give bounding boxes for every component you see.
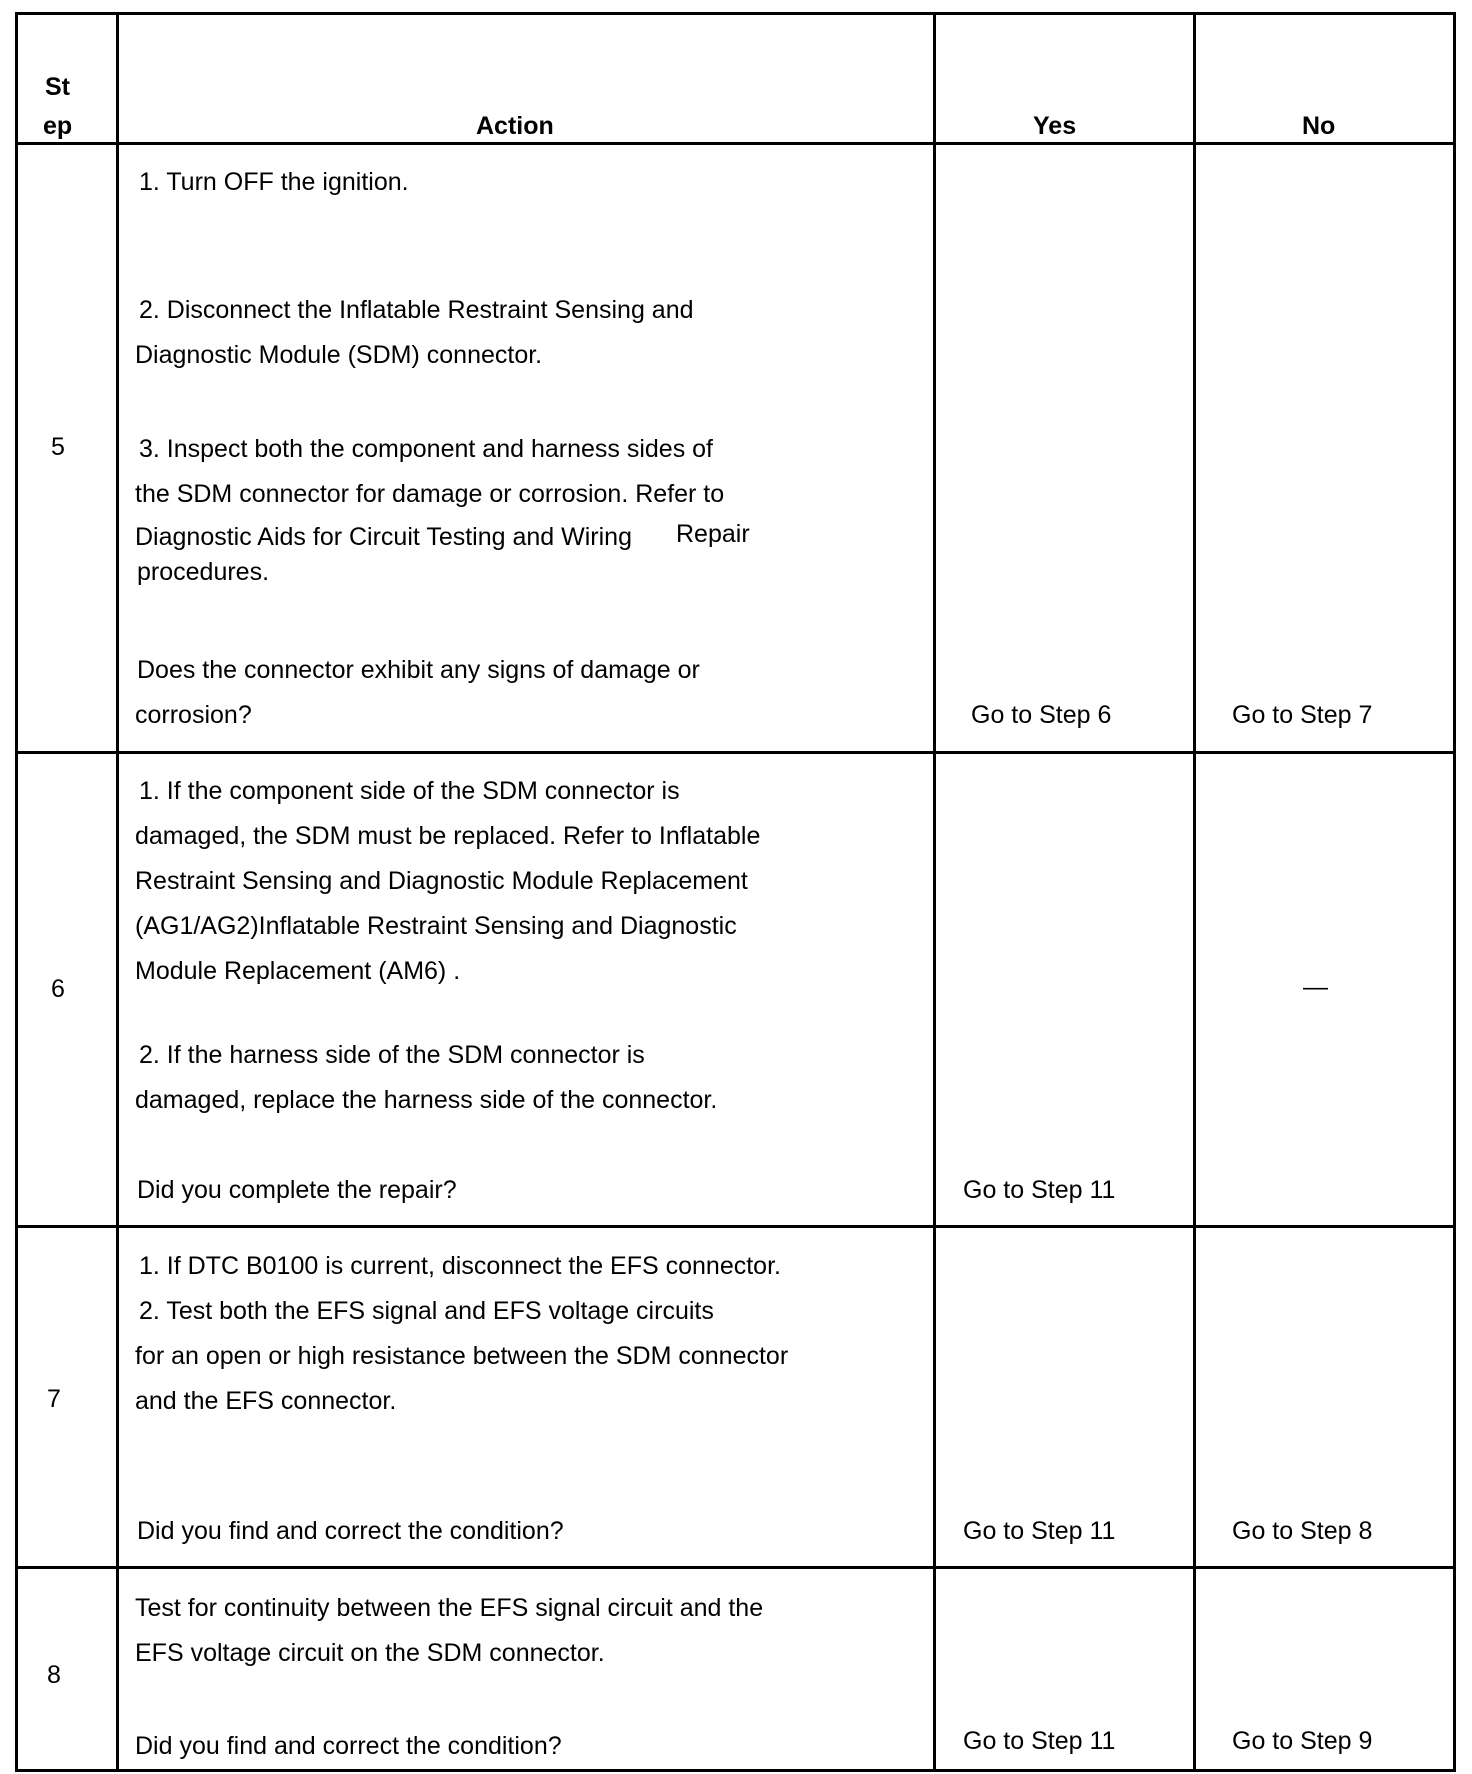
step-number: 5 bbox=[51, 433, 65, 461]
action-line: Repair bbox=[676, 520, 750, 548]
action-line: Diagnostic Module (SDM) connector. bbox=[135, 341, 543, 369]
action-line: EFS voltage circuit on the SDM connector. bbox=[135, 1639, 605, 1667]
header-step: St bbox=[45, 73, 70, 101]
action-line: Did you find and correct the condition? bbox=[135, 1732, 562, 1760]
grid-line bbox=[15, 12, 1456, 15]
grid-line bbox=[1453, 12, 1456, 1772]
yes-cell: Go to Step 11 bbox=[963, 1176, 1116, 1204]
yes-cell: Go to Step 11 bbox=[963, 1727, 1116, 1755]
header-no: No bbox=[1302, 112, 1336, 140]
action-line: Does the connector exhibit any signs of damage or bbox=[137, 656, 700, 684]
step-number: 7 bbox=[47, 1385, 61, 1413]
header-yes: Yes bbox=[1033, 112, 1077, 140]
action-line: Did you complete the repair? bbox=[137, 1176, 457, 1204]
grid-line bbox=[1193, 12, 1196, 1772]
action-line: 3. Inspect both the component and harness sides of bbox=[139, 435, 713, 463]
action-line: 1. If the component side of the SDM connector is bbox=[139, 777, 680, 805]
action-line: Test for continuity between the EFS signal circuit and the bbox=[135, 1594, 764, 1622]
no-cell: — bbox=[1303, 973, 1328, 1001]
action-line: damaged, the SDM must be replaced. Refer to Inflatable bbox=[135, 822, 761, 850]
grid-line bbox=[15, 751, 1456, 754]
grid-line bbox=[15, 142, 1456, 145]
grid-line bbox=[15, 12, 18, 1772]
action-line: the SDM connector for damage or corrosion. Refer to bbox=[135, 480, 725, 508]
grid-line bbox=[15, 1769, 1456, 1772]
no-cell: Go to Step 9 bbox=[1232, 1727, 1373, 1755]
action-line: for an open or high resistance between the SDM connector bbox=[135, 1342, 789, 1370]
action-line: corrosion? bbox=[135, 701, 252, 729]
no-cell: Go to Step 8 bbox=[1232, 1517, 1373, 1545]
step-number: 6 bbox=[51, 975, 65, 1003]
header-action: Action bbox=[476, 112, 554, 140]
action-line: 1. If DTC B0100 is current, disconnect the EFS connector. bbox=[139, 1252, 781, 1280]
action-line: 2. If the harness side of the SDM connector is bbox=[139, 1041, 645, 1069]
step-number: 8 bbox=[47, 1661, 61, 1689]
action-line: procedures. bbox=[137, 558, 270, 586]
yes-cell: Go to Step 6 bbox=[971, 701, 1112, 729]
action-line: Module Replacement (AM6) . bbox=[135, 957, 461, 985]
grid-line bbox=[15, 1566, 1456, 1569]
action-line: Did you find and correct the condition? bbox=[137, 1517, 564, 1545]
action-line: 1. Turn OFF the ignition. bbox=[139, 168, 409, 196]
action-line: 2. Test both the EFS signal and EFS voltage circuits bbox=[139, 1297, 714, 1325]
no-cell: Go to Step 7 bbox=[1232, 701, 1373, 729]
header-step: ep bbox=[43, 112, 73, 140]
action-line: (AG1/AG2)Inflatable Restraint Sensing and Diagnostic bbox=[135, 912, 737, 940]
action-line: damaged, replace the harness side of the connector. bbox=[135, 1086, 718, 1114]
action-line: and the EFS connector. bbox=[135, 1387, 397, 1415]
action-line: Restraint Sensing and Diagnostic Module Replacement bbox=[135, 867, 748, 895]
yes-cell: Go to Step 11 bbox=[963, 1517, 1116, 1545]
grid-line bbox=[933, 12, 936, 1772]
action-line: 2. Disconnect the Inflatable Restraint Sensing and bbox=[139, 296, 694, 324]
grid-line bbox=[15, 1225, 1456, 1228]
grid-line bbox=[116, 12, 119, 1772]
action-line: Diagnostic Aids for Circuit Testing and Wiring bbox=[135, 523, 632, 551]
